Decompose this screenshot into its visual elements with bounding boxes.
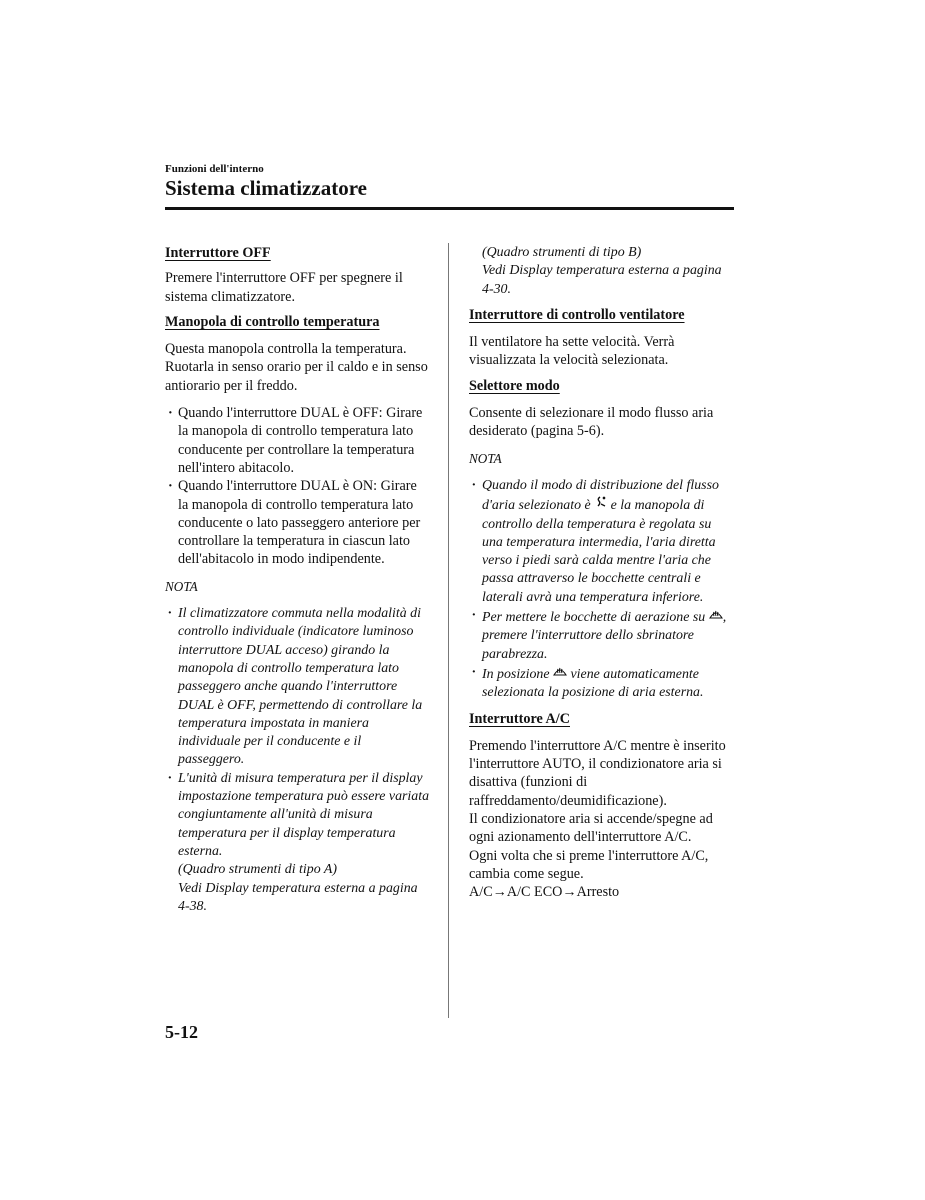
windshield-defroster-icon [709, 607, 723, 625]
nota-defrost-text-b: , premere l'interruttore dello sbrinatore parabrezza. [482, 610, 727, 662]
nota-units-text: · L'unità di misura temperatura per il display impostazione temperatura può essere variata congiuntamente all'unità di misura temperatura per il display temperatura esterna. [178, 770, 430, 859]
section-label: Funzioni dell'interno [165, 163, 264, 175]
mode-selector-heading: Selettore modo [469, 377, 560, 394]
ac-text-3: Ogni volta che si preme l'interruttore A/C, cambia come segue. [469, 847, 709, 882]
nota-item-units [165, 770, 430, 916]
floor-defrost-mode-icon [594, 495, 607, 513]
nota-mode-text-b: e la manopola di controllo della temperatura è regolata su una temperatura intermedia, l'aria diretta verso i piedi sarà calda mentre l'aria che passa attraverso le bocchette centrali e laterali avrà una temperatura inferiore. [482, 498, 716, 605]
nota-position-text-b: viene automaticamente selezionata la posizione di aria esterna. [482, 666, 704, 701]
ac-text-2: Il condizionatore aria si accende/spegne ad ogni azionamento dell'interruttore A/C. [469, 811, 713, 846]
nota-position-text-a: In posizione [482, 666, 550, 682]
nota-continuation [469, 244, 735, 299]
nota-item-dual: · Il climatizzatore commuta nella modalità di controllo individuale (indicatore luminoso interruttore DUAL acceso) girando la manopola di controllo temperatura lato passeggero anche quando l'interruttore DUAL è OFF, permettendo di controllare la temperatura impostata in maniera individuale per il conducente e il passeggero. [165, 605, 430, 770]
nota-cluster-a: (Quadro strumenti di tipo A) [178, 862, 337, 878]
nota-item-defroster [469, 607, 735, 664]
nota-mode-text-a: Quando il modo di distribuzione del flusso d'aria selezionato è [482, 477, 719, 514]
title-rule [165, 207, 734, 210]
fan-switch-heading: Interruttore di controllo ventilatore [469, 306, 685, 323]
mode-selector-text: Consente di selezionare il modo flusso aria desiderato (pagina 5-6). [469, 405, 714, 440]
nota-item-mode [469, 477, 735, 607]
nota-label: NOTA [165, 578, 198, 594]
off-switch-heading: Interruttore OFF [165, 245, 271, 261]
right-column [469, 244, 735, 902]
ac-text-4: A/C→A/C ECO→Arresto [469, 884, 620, 901]
bullet-dual-on: · Quando l'interruttore DUAL è ON: Girare la manopola di controllo temperatura lato conducente o lato passeggero anteriore per controllare la temperatura in ciascun lato dell'abitacolo in modo indipendente. [165, 477, 430, 568]
nota-cluster-a-ref: Vedi Display temperatura esterna a pagina 4-38. [178, 880, 418, 914]
nota-item-position [469, 664, 735, 703]
ac-switch-heading: Interruttore A/C [469, 710, 570, 727]
nota-cluster-b-ref: Vedi Display temperatura esterna a pagina 4-30. [482, 263, 722, 297]
page-number: 5-12 [165, 1022, 198, 1042]
column-divider [448, 243, 449, 1018]
nota-list [165, 605, 430, 916]
page-title: Sistema climatizzatore [165, 176, 367, 200]
fan-switch-text: Il ventilatore ha sette velocità. Verrà visualizzata la velocità selezionata. [469, 334, 675, 369]
off-switch-text: Premere l'interruttore OFF per spegnere il sistema climatizzatore. [165, 270, 403, 305]
nota-label-right: NOTA [469, 450, 502, 466]
nota-defrost-text-a: Per mettere le bocchette di aerazione su [482, 610, 706, 626]
windshield-defroster-icon [553, 664, 567, 682]
bullet-dual-off: · Quando l'interruttore DUAL è OFF: Girare la manopola di controllo temperatura lato conducente per controllare la temperatura nell'intero abitacolo. [165, 404, 430, 477]
temp-knob-bullets [165, 404, 430, 569]
left-column [165, 244, 430, 916]
ac-text-1: Premendo l'interruttore A/C mentre è inserito l'interruttore AUTO, il condizionatore aria si disattiva (funzioni di raffreddamento/deumidificazione). [469, 737, 726, 809]
nota-list-right [469, 477, 735, 703]
temp-knob-text: Questa manopola controlla la temperatura. Ruotarla in senso orario per il caldo e in senso antiorario per il freddo. [165, 341, 428, 394]
nota-cluster-b: (Quadro strumenti di tipo B) [482, 245, 642, 260]
temp-knob-heading: Manopola di controllo temperatura [165, 313, 380, 330]
